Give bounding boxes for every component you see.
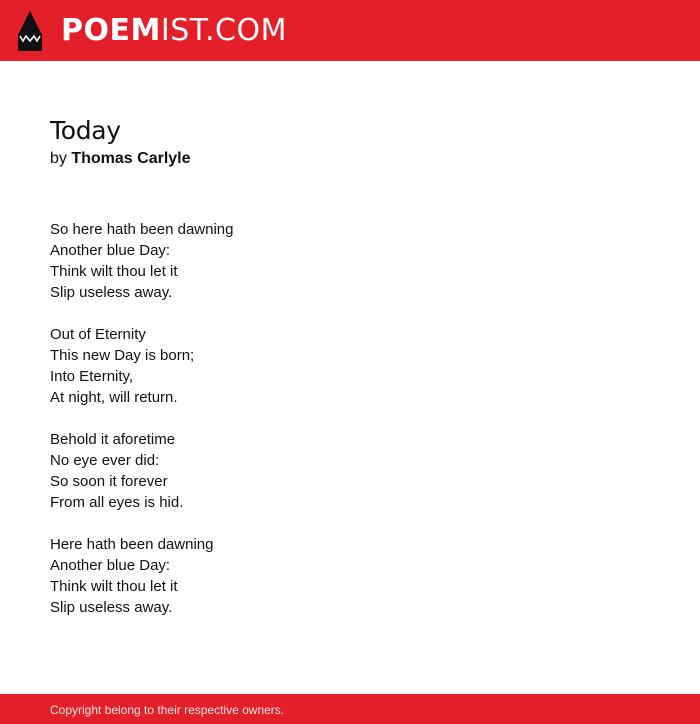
poem-line: From all eyes is hid. xyxy=(50,494,184,511)
poem-line: Another blue Day: xyxy=(50,557,171,574)
poem-line: Out of Eternity xyxy=(50,326,146,343)
poem-line: Another blue Day: xyxy=(50,242,171,259)
poem-line: Here hath been dawning xyxy=(50,536,214,553)
stanza xyxy=(50,534,650,618)
by-label: by xyxy=(50,150,67,167)
site-header xyxy=(0,0,700,61)
poem-line: At night, will return. xyxy=(50,389,178,406)
poem-line: Think wilt thou let it xyxy=(50,578,178,595)
brand-light: IST.COM xyxy=(160,13,287,48)
copyright-text: Copyright belong to their respective owners. xyxy=(50,703,285,717)
poem-body xyxy=(50,219,650,639)
poem-byline xyxy=(50,148,191,170)
poem-line: No eye ever did: xyxy=(50,452,160,469)
pencil-icon xyxy=(17,10,43,52)
poem-title: Today xyxy=(50,116,121,145)
poem-line: So here hath been dawning xyxy=(50,221,234,238)
stanza xyxy=(50,219,650,303)
poem-line: Behold it aforetime xyxy=(50,431,176,448)
poem-line: Into Eternity, xyxy=(50,368,134,385)
site-brand xyxy=(61,9,287,53)
poem-line: Slip useless away. xyxy=(50,599,173,616)
poem-line: This new Day is born; xyxy=(50,347,195,364)
poem-line: Slip useless away. xyxy=(50,284,173,301)
site-footer xyxy=(0,694,700,724)
poem-line: So soon it forever xyxy=(50,473,168,490)
stanza xyxy=(50,429,650,513)
author-link[interactable]: Thomas Carlyle xyxy=(71,150,191,167)
brand-bold: POEM xyxy=(61,13,161,48)
stanza xyxy=(50,324,650,408)
poem-line: Think wilt thou let it xyxy=(50,263,178,280)
site-logo-link[interactable] xyxy=(17,9,287,53)
